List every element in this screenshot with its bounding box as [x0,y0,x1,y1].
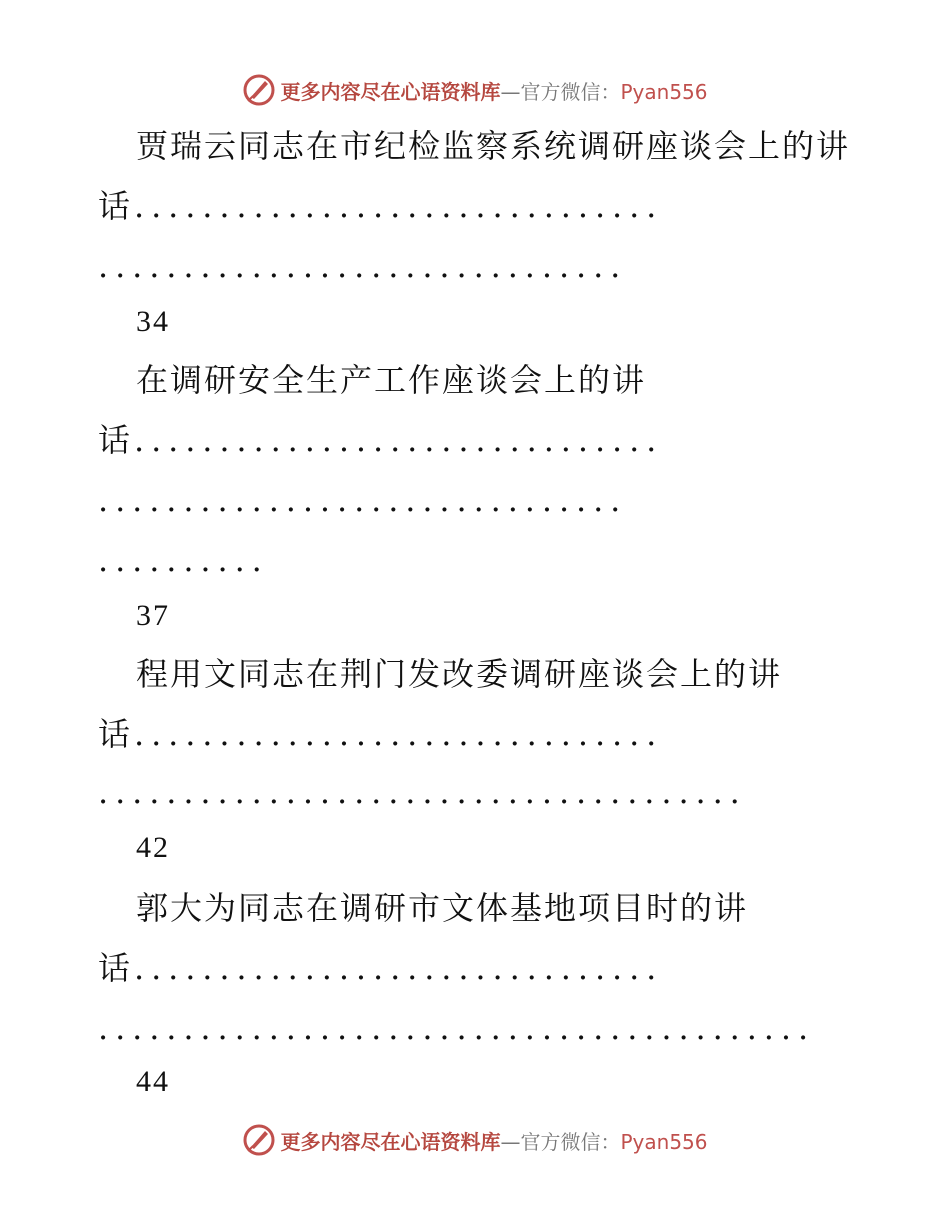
toc-entry-title-cont: 话 [98,715,133,753]
toc-leader-dots: ............................... [98,247,628,285]
quill-seal-icon [242,73,276,107]
banner-label: 官方微信： [520,79,621,104]
toc-leader-dots: ............................... [134,715,664,753]
banner-wechat-id: Pyan556 [620,1129,708,1154]
toc-entry-title-cont: 话 [98,421,133,459]
toc-entry-title[interactable]: 贾瑞云同志在市纪检监察系统调研座谈会上的讲 [136,127,851,165]
banner-text [280,76,707,105]
banner-text [280,1126,707,1155]
quill-seal-icon [242,1123,276,1157]
toc-leader-dots: ............................... [134,421,664,459]
toc-entry-title[interactable]: 程用文同志在荆门发改委调研座谈会上的讲 [136,655,783,693]
toc-leader-dots: ............................... [134,187,664,225]
toc-entry-title[interactable]: 在调研安全生产工作座谈会上的讲 [136,361,647,399]
banner-wechat-id: Pyan556 [620,79,708,104]
toc-leader-dots: ............................... [134,949,664,987]
toc-entry-title-cont: 话 [98,187,133,225]
toc-page-number[interactable]: 37 [136,599,170,632]
header-banner [0,70,950,110]
toc-entry-title-cont: 话 [98,949,133,987]
banner-highlight: 更多内容尽在心语资料库 [280,79,501,104]
toc-entry-title[interactable]: 郭大为同志在调研市文体基地项目时的讲 [136,889,749,927]
banner-dash: — [500,1129,521,1154]
toc-page-number[interactable]: 34 [136,305,170,338]
toc-page-number[interactable]: 42 [136,831,170,864]
footer-banner [0,1120,950,1160]
banner-highlight: 更多内容尽在心语资料库 [280,1129,501,1154]
banner-dash: — [500,79,521,104]
toc-leader-dots: ...................................... [98,773,747,811]
toc-leader-dots: ............................... [98,481,628,519]
toc-page-number[interactable]: 44 [136,1065,170,1098]
toc-leader-dots: .......... [98,541,269,579]
toc-leader-dots: .......................................... [98,1009,816,1047]
banner-label: 官方微信： [520,1129,621,1154]
